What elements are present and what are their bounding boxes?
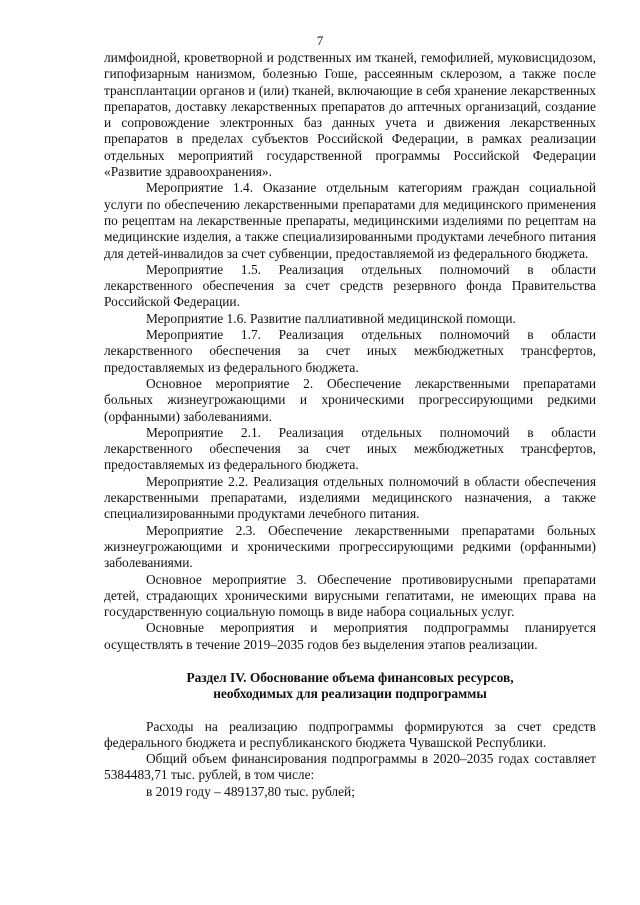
paragraph: Мероприятие 2.2. Реализация отдельных полномочий в области обеспечения лекарственными препаратами, изделиями медицинского назначения, а также специализированными продуктами лечебного питания. bbox=[104, 473, 596, 522]
section-heading bbox=[104, 670, 596, 703]
paragraph: Основное мероприятие 3. Обеспечение противовирусными препаратами детей, страдающих хроническими вирусными гепатитами, не имеющих права на государственную социальную помощь в виде набора социальных услуг. bbox=[104, 571, 596, 620]
paragraph: Мероприятие 1.4. Оказание отдельным категориям граждан социальной услуги по обеспечению лекарственными препаратами для медицинского применения по рецептам на лекарственные препараты, медицинскими изделиями по рецептам на медицинские изделия, а также специализированными продуктами лечебного питания для детей-инвалидов за счет субвенции, предоставляемой из федерального бюджета. bbox=[104, 180, 596, 261]
paragraph: Расходы на реализацию подпрограммы формируются за счет средств федерального бюджета и республиканского бюджета Чувашской Республики. bbox=[104, 718, 596, 750]
paragraph: лимфоидной, кроветворной и родственных им тканей, гемофилией, муковисцидозом, гипофизарным нанизмом, болезнью Гоше, рассеянным склерозом, а также после трансплантации органов и (или) тканей, включающие в себя хранение лекарственных препаратов, доставку лекарственных препаратов до аптечных организаций, создание и сопровождение электронных баз данных учета и движения лекарственных препаратов в пределах субъектов Российской Федерации, в рамках реализации отдельных мероприятий государственной программы Российской Федерации «Развитие здравоохранения». bbox=[104, 50, 596, 180]
body-text bbox=[104, 50, 596, 800]
paragraph: Мероприятие 2.1. Реализация отдельных полномочий в области лекарственного обеспечения за счет иных межбюджетных трансфертов, предоставляемых из федерального бюджета. bbox=[104, 424, 596, 473]
section-heading-line: Раздел IV. Обоснование объема финансовых ресурсов, bbox=[186, 669, 514, 685]
paragraph: Мероприятие 2.3. Обеспечение лекарственными препаратами больных жизнеугрожающими и хроническими прогрессирующими редкими (орфанными) заболеваниями. bbox=[104, 522, 596, 571]
paragraph: Основные мероприятия и мероприятия подпрограммы планируется осуществлять в течение 2019–2035 годов без выделения этапов реализации. bbox=[104, 620, 596, 652]
paragraph: в 2019 году – 489137,80 тыс. рублей; bbox=[146, 783, 355, 799]
page-number: 7 bbox=[316, 33, 324, 48]
paragraph: Основное мероприятие 2. Обеспечение лекарственными препаратами больных жизнеугрожающими и хроническими прогрессирующими редкими (орфанными) заболеваниями. bbox=[104, 375, 596, 424]
paragraph: Мероприятие 1.7. Реализация отдельных полномочий в области лекарственного обеспечения за счет иных межбюджетных трансфертов, предоставляемых из федерального бюджета. bbox=[104, 327, 596, 375]
paragraph: Мероприятие 1.5. Реализация отдельных полномочий в области лекарственного обеспечения за счет средств резервного фонда Правительства Российской Федерации. bbox=[104, 261, 596, 310]
paragraph: Мероприятие 1.6. Развитие паллиативной медицинской помощи. bbox=[146, 310, 516, 326]
section-heading-line: необходимых для реализации подпрограммы bbox=[213, 686, 487, 702]
paragraph: Общий объем финансирования подпрограммы в 2020–2035 годах составляет 5384483,71 тыс. рублей, в том числе: bbox=[104, 751, 596, 783]
